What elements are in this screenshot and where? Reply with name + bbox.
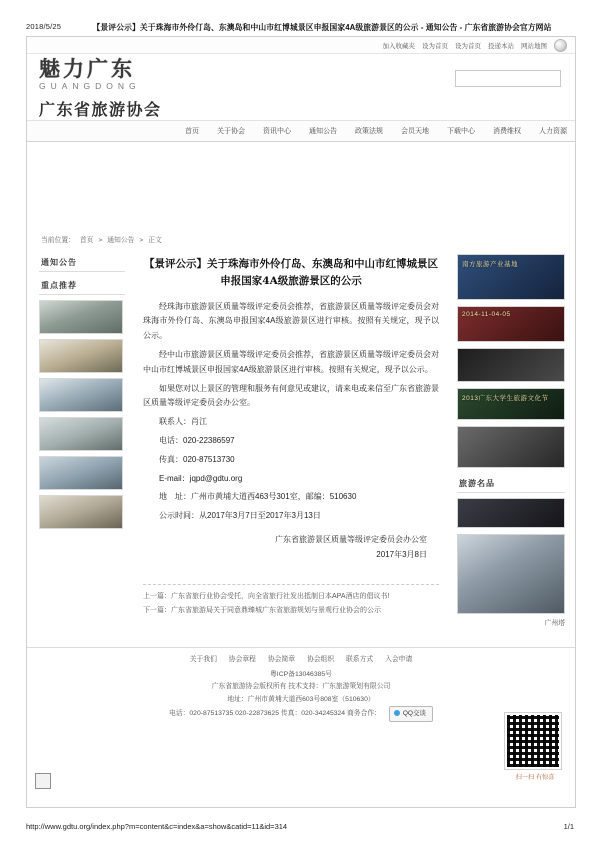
page-corner-stamp — [35, 773, 51, 789]
logo-chinese-text: 魅力广东 — [39, 56, 135, 81]
article-notice-period: 公示时间：从2017年3月7日至2017年3月13日 — [159, 511, 321, 521]
breadcrumb-sep-1: > — [98, 237, 103, 244]
article-contact-phone: 电话：020-22386597 — [159, 435, 235, 445]
breadcrumb-label: 当前位置： — [41, 237, 75, 244]
footer-copyright: 广东省旅游协会版权所有 技术支持：广东旅游策划有限公司 — [211, 683, 391, 691]
sidebar-thumb-6[interactable] — [39, 495, 123, 529]
footer-link-contact[interactable]: 联系方式 — [346, 656, 374, 663]
article-contact-person: 联系人：肖江 — [159, 417, 207, 427]
sidebar-thumb-3[interactable] — [39, 378, 123, 412]
ad-banner-4-label: 2013广东大学生旅游文化节 — [462, 395, 549, 402]
print-page-number: 1/1 — [563, 822, 574, 831]
topbar-item-submit[interactable]: 投递本站 — [488, 42, 514, 50]
article-signature-org: 广东省旅游景区质量等级评定委员会办公室 — [275, 534, 427, 544]
qq-chat-label: QQ交谈 — [402, 710, 426, 718]
footer-link-charter[interactable]: 协会章程 — [228, 656, 256, 663]
webpage-frame — [26, 36, 576, 808]
prev-article-link[interactable]: 上一篇：广东省旅行业协会受托，向全省旅行社发出抵制日本APA酒店的倡议书! — [143, 593, 390, 601]
ad-banner-5[interactable] — [457, 426, 565, 468]
site-footer — [27, 647, 575, 730]
sidebar-thumb-1[interactable] — [39, 300, 123, 334]
ad-banner-1[interactable] — [457, 254, 565, 300]
article-body — [133, 296, 449, 563]
nav-item-about[interactable]: 关于协会 — [217, 128, 245, 135]
print-header-title: 【景评公示】关于珠海市外伶仃岛、东澳岛和中山市红博城景区申报国家4A级旅游景区的公示 - 通知公告 - 广东省旅游协会官方网站 — [92, 23, 552, 32]
ad-banner-2[interactable] — [457, 306, 565, 342]
footer-nav — [37, 654, 565, 667]
ad-banner-6[interactable] — [457, 498, 565, 528]
weibo-icon[interactable] — [554, 39, 567, 52]
breadcrumb-sep-2: > — [139, 237, 144, 244]
nav-item-policy[interactable]: 政策法规 — [355, 128, 383, 135]
ad-banner-3[interactable] — [457, 348, 565, 382]
article-signature-block — [143, 532, 439, 562]
qr-code-caption: 扫一扫 有惊喜 — [515, 774, 555, 781]
nav-item-members[interactable]: 会员天地 — [401, 128, 429, 135]
article-paragraph-1: 经珠海市旅游景区质量等级评定委员会推荐，省旅游景区质量等级评定委员会对珠海市外伶仃岛、东澳岛申报国家4A级旅游景区进行审核。按照有关规定，现予以公示。 — [143, 301, 439, 341]
ad-banner-1-label: 南方旅游产业基地 — [462, 261, 518, 268]
topbar-item-favorite[interactable]: 加入收藏夹 — [382, 42, 415, 50]
rail-photo-caption: 广州塔 — [544, 620, 565, 627]
logo-band — [27, 54, 575, 120]
nav-item-news[interactable]: 资讯中心 — [263, 128, 291, 135]
rail-photo[interactable] — [457, 534, 565, 614]
sidebar-thumb-5[interactable] — [39, 456, 123, 490]
sidebar-head-notice[interactable]: 通知公告 — [39, 254, 125, 272]
breadcrumb-item-home[interactable]: 首页 — [79, 237, 94, 244]
footer-tel — [37, 706, 565, 722]
ad-banner-4[interactable] — [457, 388, 565, 420]
article-paragraph-2: 经中山市旅游景区质量等级评定委员会推荐，省旅游景区质量等级评定委员会对中山市红博城景区申报国家4A级旅游景区进行审核。按照有关规定，现予以公示。 — [143, 349, 439, 374]
footer-tel-text: 电话：020-87513735 020-22873625 传真：020-34245324 商务合作： — [169, 710, 381, 718]
footer-link-join[interactable]: 入会申请 — [385, 656, 413, 663]
breadcrumb-item-article: 正文 — [148, 237, 162, 244]
article-contact-fax: 传真：020-87513730 — [159, 454, 235, 464]
prev-next-links — [143, 584, 439, 618]
logo-org-name: 广东省旅游协会 — [39, 100, 162, 120]
nav-item-notice[interactable]: 通知公告 — [309, 128, 337, 135]
topbar-item-sitemap[interactable]: 网站地图 — [521, 42, 547, 50]
topbar-item-homepage[interactable]: 设为首页 — [422, 42, 448, 50]
site-topbar — [27, 37, 575, 54]
next-article-link[interactable]: 下一篇：广东省旅游局关于同意鼎臻城广东省旅游规划与景观行业协会的公示 — [143, 607, 381, 615]
article-signature-date: 2017年3月8日 — [376, 550, 427, 560]
sidebar — [39, 254, 125, 633]
nav-item-rights[interactable]: 消费维权 — [493, 128, 521, 135]
rail-head-products: 旅游名品 — [457, 474, 565, 493]
right-rail — [457, 254, 565, 633]
article-contact-email: E-mail：jqpd@gdtu.org — [159, 473, 243, 483]
footer-icp: 粤ICP备13046385号 — [270, 670, 332, 678]
footer-address: 地址：广州市黄埔大道西603号808室（510630） — [227, 695, 375, 703]
print-footer-url: http://www.gdtu.org/index.php?m=content&c=index&a=show&catid=11&id=314 — [26, 822, 288, 831]
logo-pinyin-text: GUANGDONG — [39, 81, 141, 92]
print-date: 2018/5/25 — [26, 22, 62, 31]
sidebar-head-recommend: 重点推荐 — [39, 277, 125, 295]
site-logo[interactable] — [39, 58, 204, 120]
qr-code — [505, 713, 561, 769]
nav-item-home[interactable]: 首页 — [185, 128, 199, 135]
ad-banner-2-label: 2014-11-04-05 — [462, 311, 511, 318]
breadcrumb — [41, 234, 575, 244]
nav-item-hr[interactable]: 人力资源 — [539, 128, 567, 135]
sidebar-thumb-4[interactable] — [39, 417, 123, 451]
qq-icon — [394, 710, 400, 716]
nav-item-downloads[interactable]: 下载中心 — [447, 128, 475, 135]
sidebar-thumb-2[interactable] — [39, 339, 123, 373]
qq-chat-button[interactable] — [389, 706, 433, 722]
page-title: 【景评公示】关于珠海市外伶仃岛、东澳岛和中山市红博城景区申报国家4A级旅游景区的公示 — [144, 258, 438, 287]
topbar-item-homepage-2[interactable]: 设为首页 — [455, 42, 481, 50]
search-input[interactable] — [455, 70, 561, 87]
footer-link-about[interactable]: 关于我们 — [189, 656, 217, 663]
breadcrumb-item-notice[interactable]: 通知公告 — [107, 237, 135, 244]
main-nav — [27, 120, 575, 142]
article-paragraph-3: 如果您对以上景区的管理和服务有何意见或建议，请来电或来信至广东省旅游景区质量等级评定委员会办公室。 — [143, 383, 439, 408]
article-contact-address: 地 址：广州市黄埔大道西463号301室，邮编：510630 — [159, 492, 357, 502]
footer-link-structure[interactable]: 协会组织 — [306, 656, 335, 663]
content-columns — [27, 254, 575, 633]
article — [133, 254, 449, 633]
footer-link-brief[interactable]: 协会简章 — [267, 656, 296, 663]
